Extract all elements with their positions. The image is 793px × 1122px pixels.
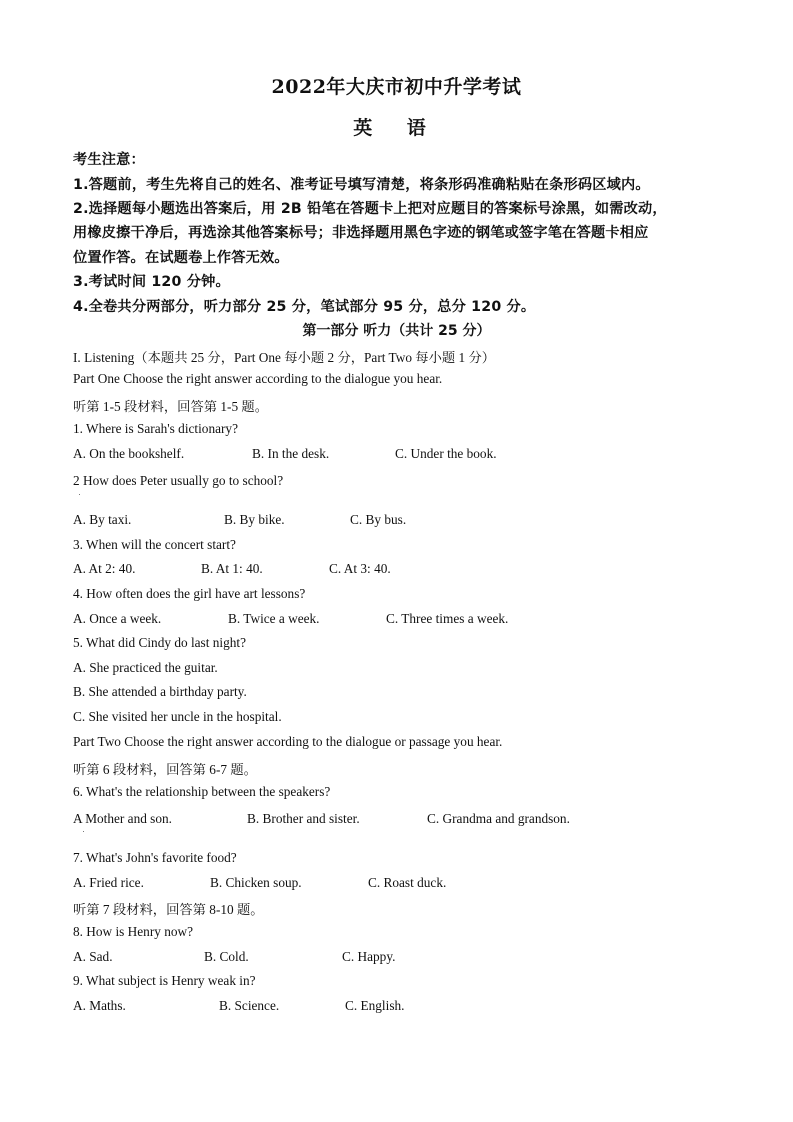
group-instruction: 听第 6 段材料，回答第 6-7 题。 xyxy=(73,762,257,777)
question-3-option-c: C. At 3: 40. xyxy=(329,561,391,576)
question-5: 5. What did Cindy do last night? xyxy=(73,635,246,650)
notice-item: 用橡皮擦干净后，再选涂其他答案标号；非选择题用黑色字迹的钢笔或签字笔在答题卡相应 xyxy=(73,225,649,241)
notice-item: 1.答题前，考生先将自己的姓名、准考证号填写清楚，将条形码准确粘贴在条形码区域内。 xyxy=(73,177,650,193)
question-6-option-a: A Mother and son. xyxy=(73,811,172,826)
group-instruction: 听第 1-5 段材料，回答第 1-5 题。 xyxy=(73,399,269,414)
question-1-option-a: A. On the bookshelf. xyxy=(73,446,185,461)
question-6: 6. What's the relationship between the speakers? xyxy=(73,784,331,799)
question-7: 7. What's John's favorite food? xyxy=(73,850,237,865)
question-9-option-a: A. Maths. xyxy=(73,998,126,1013)
question-3: 3. When will the concert start? xyxy=(73,537,236,552)
question-8-option-b: B. Cold. xyxy=(204,949,249,964)
question-9-option-c: C. English. xyxy=(345,998,405,1013)
question-1-option-c: C. Under the book. xyxy=(395,446,497,461)
question-3-option-b: B. At 1: 40. xyxy=(201,561,263,576)
part-one-instruction: Part One Choose the right answer according to the dialogue you hear. xyxy=(73,371,443,386)
question-2-option-c: C. By bus. xyxy=(350,512,407,527)
question-8-option-a: A. Sad. xyxy=(73,949,113,964)
question-4-option-c: C. Three times a week. xyxy=(386,611,509,626)
question-1: 1. Where is Sarah's dictionary? xyxy=(73,421,238,436)
question-3-option-a: A. At 2: 40. xyxy=(73,561,136,576)
stray-mark xyxy=(83,831,84,832)
question-1-option-b: B. In the desk. xyxy=(252,446,330,461)
part-two-instruction: Part Two Choose the right answer according to the dialogue or passage you hear. xyxy=(73,734,503,749)
notice-item: 2.选择题每小题选出答案后，用 2B 铅笔在答题卡上把对应题目的答案标号涂黑，如需改动， xyxy=(73,201,667,217)
question-4-option-b: B. Twice a week. xyxy=(228,611,320,626)
question-8-option-c: C. Happy. xyxy=(342,949,396,964)
question-4-option-a: A. Once a week. xyxy=(73,611,162,626)
question-7-option-a: A. Fried rice. xyxy=(73,875,144,890)
question-6-option-b: B. Brother and sister. xyxy=(247,811,360,826)
question-2-option-a: A. By taxi. xyxy=(73,512,132,527)
question-9: 9. What subject is Henry weak in? xyxy=(73,973,256,988)
part-one-heading: 第一部分 听力（共计 25 分） xyxy=(302,323,491,339)
question-8: 8. How is Henry now? xyxy=(73,924,194,939)
question-7-option-b: B. Chicken soup. xyxy=(210,875,302,890)
listening-intro: I. Listening（本题共 25 分，Part One 每小题 2 分，Part Two 每小题 1 分） xyxy=(73,350,496,365)
exam-subject: 英 语 xyxy=(353,117,440,139)
question-4: 4. How often does the girl have art lessons? xyxy=(73,586,306,601)
stray-mark xyxy=(79,494,80,495)
question-9-option-b: B. Science. xyxy=(219,998,280,1013)
question-2-option-b: B. By bike. xyxy=(224,512,285,527)
notice-item: 位置作答。在试题卷上作答无效。 xyxy=(73,250,289,266)
notice-item: 4.全卷共分两部分，听力部分 25 分，笔试部分 95 分，总分 120 分。 xyxy=(73,299,536,315)
question-5-option-c: C. She visited her uncle in the hospital. xyxy=(73,709,282,724)
question-5-option-b: B. She attended a birthday party. xyxy=(73,684,247,699)
question-5-option-a: A. She practiced the guitar. xyxy=(73,660,218,675)
notice-heading: 考生注意： xyxy=(73,152,145,168)
exam-title: 2022年大庆市初中升学考试 xyxy=(271,76,522,98)
question-6-option-c: C. Grandma and grandson. xyxy=(427,811,570,826)
question-2: 2 How does Peter usually go to school? xyxy=(73,473,284,488)
question-7-option-c: C. Roast duck. xyxy=(368,875,447,890)
group-instruction: 听第 7 段材料，回答第 8-10 题。 xyxy=(73,902,264,917)
notice-item: 3.考试时间 120 分钟。 xyxy=(73,274,230,290)
